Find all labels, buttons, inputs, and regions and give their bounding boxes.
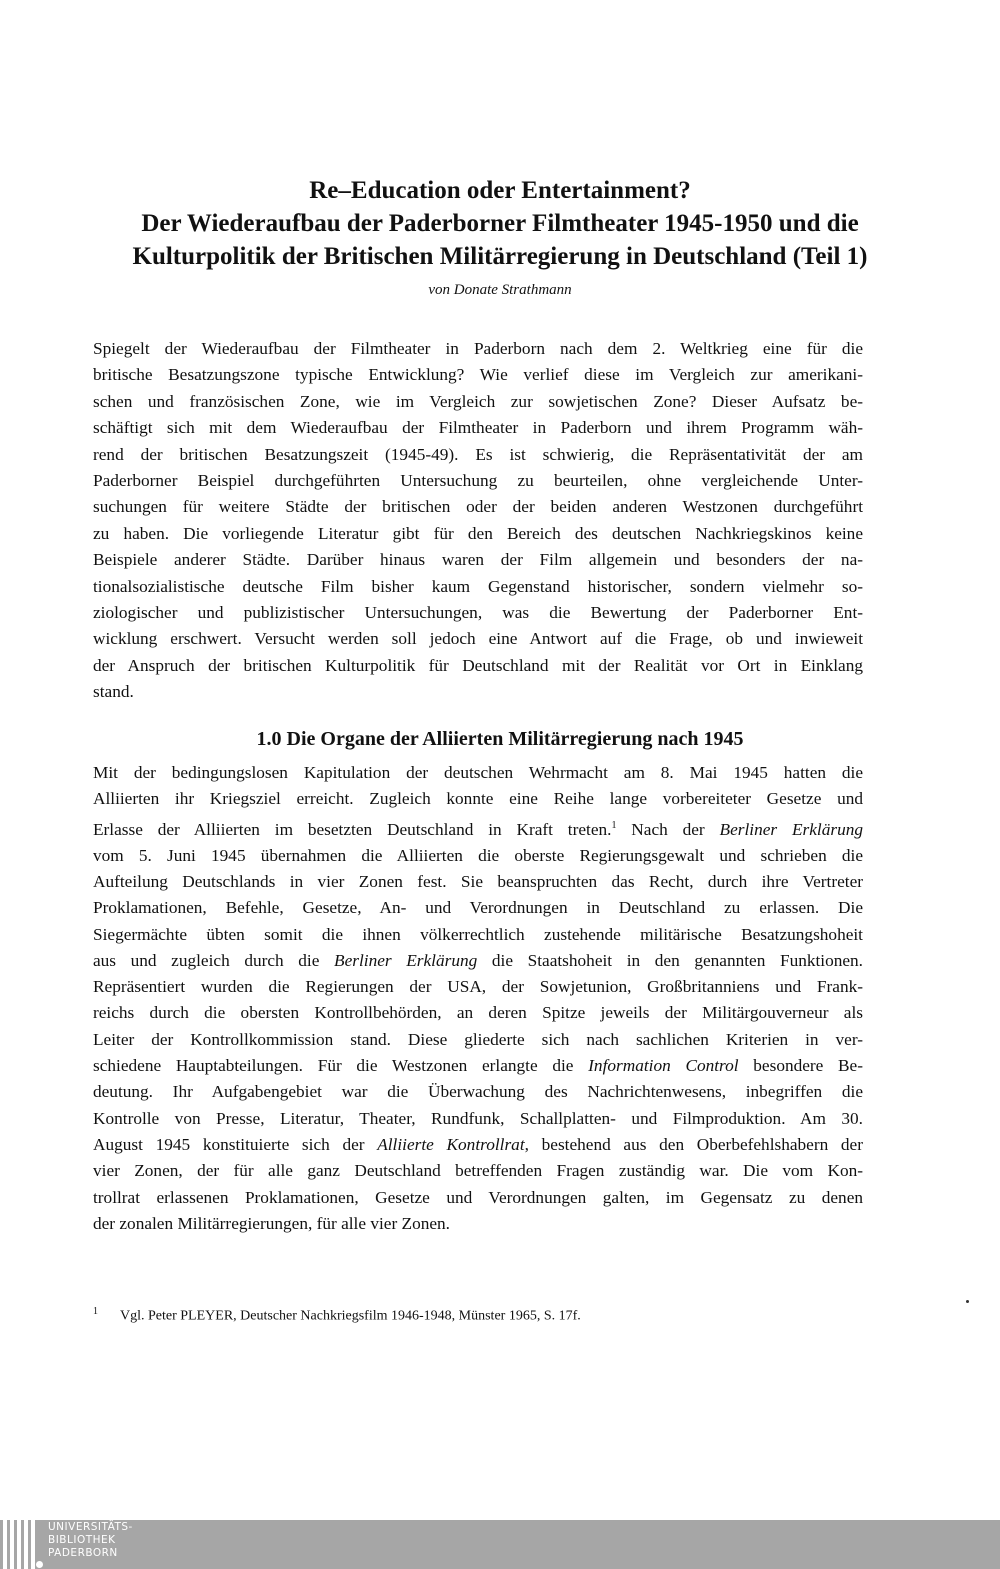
library-logo-icon bbox=[3, 1520, 38, 1569]
text-line: Aufteilung Deutschlands in vier Zonen fest. Sie beanspruchten das Recht, durch ihre Vertreter bbox=[93, 871, 863, 891]
text-line: Proklamationen, Befehle, Gesetze, An- und Verordnungen in Deutschland zu erlassen. Die bbox=[93, 898, 863, 918]
text-line bbox=[93, 1053, 863, 1079]
text-line: trollrat erlassenen Proklamationen, Gesetze und Verordnungen galten, im Gegensatz zu denen bbox=[93, 1187, 863, 1207]
text-line: vier Zonen, der für alle ganz Deutschland betreffenden Fragen zuständig war. Die vom Kon- bbox=[93, 1161, 863, 1181]
logo-dot-icon bbox=[36, 1561, 43, 1568]
text-line: Paderborner Beispiel durchgeführten Untersuchung zu beurteilen, ohne vergleichende Unter- bbox=[93, 471, 863, 491]
footnote-reference: 1 bbox=[611, 819, 617, 831]
intro-paragraph bbox=[93, 336, 863, 706]
text-segment: besondere Be- bbox=[738, 1056, 863, 1076]
emphasis-information-control: Information Control bbox=[588, 1056, 739, 1076]
emphasis-berliner-erklaerung: Berliner Erklärung bbox=[334, 950, 478, 970]
text-line: britische Besatzungszone typische Entwicklung? Wie verlief diese im Vergleich zur amerikani- bbox=[93, 365, 863, 385]
logo-line-1: UNIVERSITÄTS- bbox=[48, 1521, 133, 1533]
text-segment: die Staatshoheit in den genannten Funktionen. bbox=[477, 950, 864, 970]
text-line: rend der britischen Besatzungszeit (1945-49). Es ist schwierig, die Repräsentativität der am bbox=[93, 444, 863, 464]
text-line: der Anspruch der britischen Kulturpolitik für Deutschland mit der Realität vor Ort in Einklang bbox=[93, 655, 863, 675]
text-segment: , bestehend aus den Oberbefehlshabern der bbox=[524, 1134, 863, 1154]
text-line: Leiter der Kontrollkommission stand. Diese gliederte sich nach sachlichen Kriterien in ver- bbox=[93, 1029, 863, 1049]
text-segment: schiedene Hauptabteilungen. Für die Westzonen erlangte die bbox=[93, 1056, 589, 1076]
text-line: reichs durch die obersten Kontrollbehörden, an deren Spitze jeweils der Militärgouverneur als bbox=[93, 1003, 863, 1023]
emphasis-berliner-erklaerung: Berliner Erklärung bbox=[719, 819, 863, 839]
text-segment: aus und zugleich durch die bbox=[93, 950, 335, 970]
text-line: vom 5. Juni 1945 übernahmen die Alliierten die oberste Regierungsgewalt und schrieben die bbox=[93, 845, 863, 865]
title-line-3: Kulturpolitik der Britischen Militärregierung in Deutschland (Teil 1) bbox=[132, 243, 868, 270]
title-line-1: Re–Education oder Entertainment? bbox=[309, 177, 691, 204]
text-line: zu haben. Die vorliegende Literatur gibt für den Bereich des deutschen Nachkriegskinos keine bbox=[93, 523, 863, 543]
text-line: Mit der bedingungslosen Kapitulation der deutschen Wehrmacht am 8. Mai 1945 hatten die bbox=[93, 763, 863, 782]
library-logo-text bbox=[48, 1521, 133, 1560]
section-paragraph bbox=[93, 760, 863, 1237]
author-byline: von Donate Strathmann bbox=[428, 282, 572, 298]
logo-line-2: BIBLIOTHEK bbox=[48, 1534, 116, 1546]
logo-line-3: PADERBORN bbox=[48, 1547, 118, 1559]
text-line: stand. bbox=[93, 682, 134, 702]
text-line: Siegermächte übten somit die ihnen völkerrechtlich zustehende militärische Besatzungshoheit bbox=[93, 924, 863, 944]
text-line: suchungen für weitere Städte der britischen oder der beiden anderen Westzonen durchgeführt bbox=[93, 497, 863, 517]
footnote bbox=[93, 1306, 581, 1325]
text-line bbox=[93, 1132, 863, 1158]
text-line: der zonalen Militärregierungen, für alle vier Zonen. bbox=[93, 1213, 450, 1233]
text-line: Repräsentiert wurden die Regierungen der USA, der Sowjetunion, Großbritanniens und Frank- bbox=[93, 977, 863, 997]
text-line: schen und französischen Zone, wie im Vergleich zur sowjetischen Zone? Dieser Aufsatz be- bbox=[93, 391, 863, 411]
text-line: tionalsozialistische deutsche Film bisher kaum Gegenstand historischer, sondern vielmehr so- bbox=[93, 576, 863, 596]
text-line: wicklung erschwert. Versucht werden soll jedoch eine Antwort auf die Frage, ob und inwieweit bbox=[93, 629, 863, 649]
library-footer-bar bbox=[0, 1520, 1000, 1569]
text-line: deutung. Ihr Aufgabengebiet war die Überwachung des Nachrichtenwesens, inbegriffen die bbox=[93, 1082, 863, 1102]
text-line bbox=[93, 948, 863, 974]
text-segment: Nach der bbox=[616, 819, 720, 839]
section-heading: 1.0 Die Organe der Alliierten Militärregierung nach 1945 bbox=[256, 728, 744, 750]
footnote-marker: 1 bbox=[93, 1306, 98, 1317]
footnote-text: Vgl. Peter PLEYER, Deutscher Nachkriegsfilm 1946-1948, Münster 1965, S. 17f. bbox=[120, 1308, 581, 1324]
text-line: Beispiele anderer Städte. Darüber hinaus waren der Film allgemein und besonders der na- bbox=[93, 550, 863, 570]
text-segment: Erlasse der Alliierten im besetzten Deutschland in Kraft treten. bbox=[93, 819, 612, 839]
article-title bbox=[80, 174, 920, 273]
title-line-2: Der Wiederaufbau der Paderborner Filmtheater 1945-1950 und die bbox=[141, 210, 859, 237]
text-segment: August 1945 konstituierte sich der bbox=[93, 1134, 378, 1154]
emphasis-alliierte-kontrollrat: Alliierte Kontrollrat bbox=[377, 1134, 525, 1154]
scan-speck bbox=[966, 1300, 969, 1303]
text-line: Alliierten ihr Kriegsziel erreicht. Zugleich konnte eine Reihe lange vorbereiteter Gesetze und bbox=[93, 789, 863, 809]
text-line: ziologischer und publizistischer Untersuchungen, was die Bewertung der Paderborner Ent- bbox=[93, 603, 863, 623]
text-line: schäftigt sich mit dem Wiederaufbau der Filmtheater in Paderborn und ihrem Programm wäh- bbox=[93, 418, 863, 438]
text-line-with-footnote bbox=[93, 813, 863, 843]
text-line: Kontrolle von Presse, Literatur, Theater, Rundfunk, Schallplatten- und Filmproduktion. Am 30. bbox=[93, 1108, 863, 1128]
text-line: Spiegelt der Wiederaufbau der Filmtheater in Paderborn nach dem 2. Weltkrieg eine für die bbox=[93, 339, 863, 358]
